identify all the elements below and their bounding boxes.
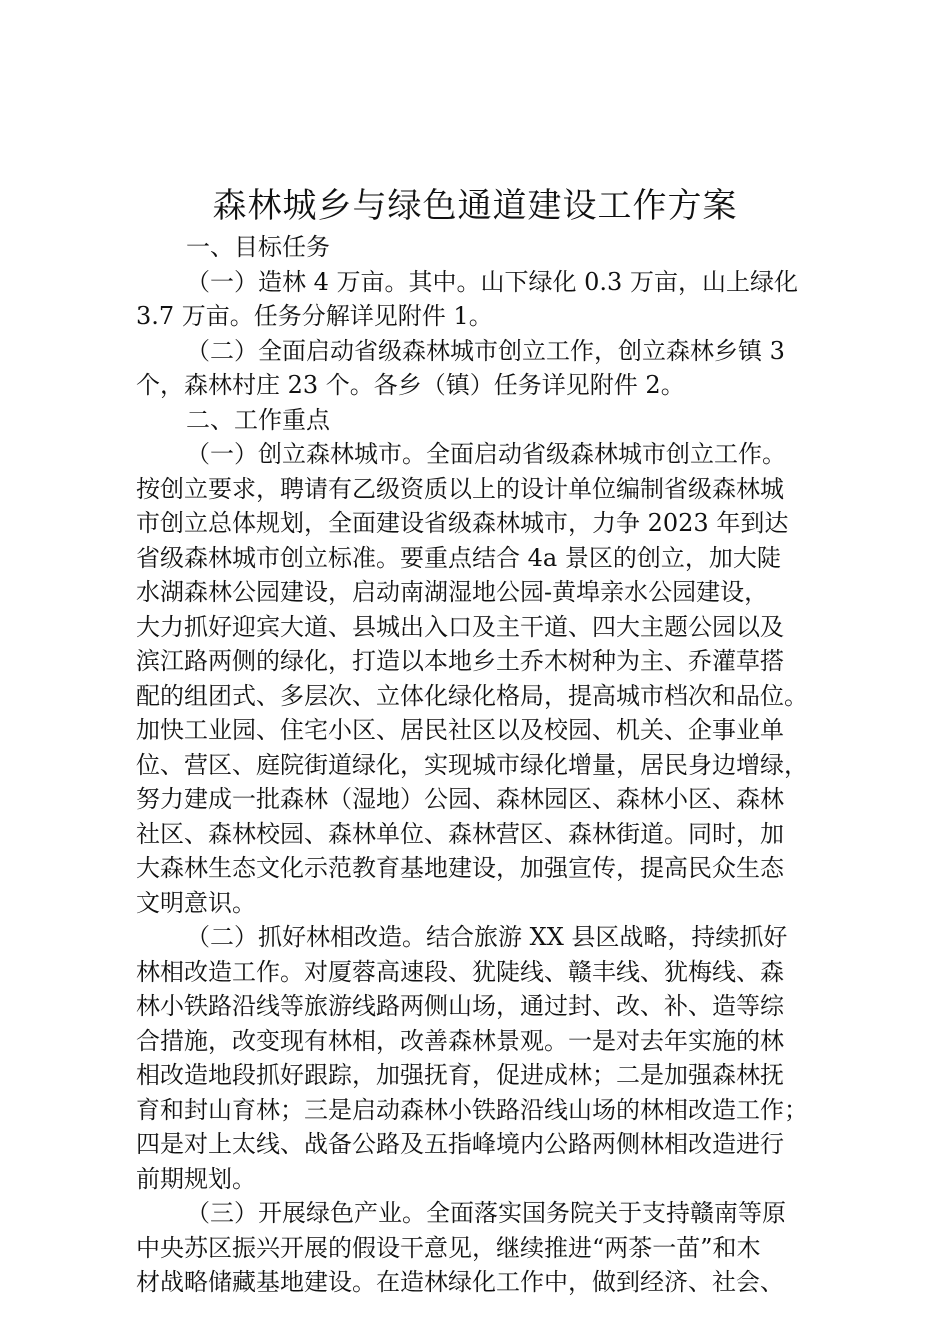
paragraph-line: （三）开展绿色产业。全面落实国务院关于支持赣南等原 — [186, 1199, 786, 1227]
paragraph-line: （一）创立森林城市。全面启动省级森林城市创立工作。 — [186, 440, 786, 468]
paragraph-line: 努力建成一批森林（湿地）公园、森林园区、森林小区、森林 — [136, 785, 784, 813]
paragraph-line: （二）抓好林相改造。结合旅游 XX 县区战略，持续抓好 — [186, 923, 788, 951]
paragraph-line: 3.7 万亩。任务分解详见附件 1。 — [136, 302, 493, 330]
paragraph-line: 配的组团式、多层次、立体化绿化格局，提高城市档次和品位。 — [136, 681, 808, 710]
paragraph-line: 社区、森林校园、森林单位、森林营区、森林街道。同时，加 — [136, 819, 784, 848]
paragraph-line: （二）全面启动省级森林城市创立工作，创立森林乡镇 3 — [186, 336, 785, 365]
paragraph-line: （一）造林 4 万亩。其中。山下绿化 0.3 万亩，山上绿化 — [186, 267, 798, 296]
paragraph-line: 大森林生态文化示范教育基地建设，加强宣传，提高民众生态 — [136, 854, 784, 882]
paragraph-line: 材战略储藏基地建设。在造林绿化工作中，做到经济、社会、 — [136, 1268, 784, 1296]
paragraph-line: 文明意识。 — [136, 888, 256, 917]
document-body — [136, 230, 836, 1300]
paragraph-line: 林相改造工作。对厦蓉高速段、犹陡线、赣丰线、犹梅线、森 — [136, 957, 784, 986]
paragraph-line: 相改造地段抓好跟踪，加强抚育，促进成林；二是加强森林抚 — [136, 1061, 784, 1089]
paragraph-line: 滨江路两侧的绿化，打造以本地乡土乔木树种为主、乔灌草搭 — [136, 647, 784, 675]
paragraph-line: 林小铁路沿线等旅游线路两侧山场，通过封、改、补、造等综 — [136, 992, 784, 1020]
paragraph-line: 二、工作重点 — [186, 405, 330, 434]
paragraph-line: 育和封山育林；三是启动森林小铁路沿线山场的林相改造工作； — [136, 1095, 808, 1124]
paragraph-line: 省级森林城市创立标准。要重点结合 4a 景区的创立，加大陡 — [136, 543, 781, 572]
paragraph-line: 按创立要求，聘请有乙级资质以上的设计单位编制省级森林城 — [136, 474, 784, 503]
paragraph-line: 四是对上太线、战备公路及五指峰境内公路两侧林相改造进行 — [136, 1130, 784, 1158]
paragraph-line: 中央苏区振兴开展的假设干意见，继续推进“两茶一苗”和木 — [136, 1233, 761, 1262]
paragraph-line: 水湖森林公园建设，启动南湖湿地公园-黄埠亲水公园建设， — [136, 578, 769, 606]
paragraph-line: 一、目标任务 — [186, 233, 330, 261]
document-title: 森林城乡与绿色通道建设工作方案 — [212, 186, 738, 226]
paragraph-line: 前期规划。 — [136, 1164, 256, 1193]
paragraph-line: 市创立总体规划，全面建设省级森林城市，力争 2023 年到达 — [136, 509, 789, 537]
paragraph-line: 位、营区、庭院街道绿化，实现城市绿化增量，居民身边增绿， — [136, 750, 808, 779]
paragraph-line: 加快工业园、住宅小区、居民社区以及校园、机关、企事业单 — [136, 716, 784, 744]
paragraph-line: 大力抓好迎宾大道、县城出入口及主干道、四大主题公园以及 — [136, 612, 784, 641]
paragraph-line: 合措施，改变现有林相，改善森林景观。一是对去年实施的林 — [136, 1026, 784, 1055]
paragraph-line: 个，森林村庄 23 个。各乡（镇）任务详见附件 2。 — [136, 371, 685, 399]
